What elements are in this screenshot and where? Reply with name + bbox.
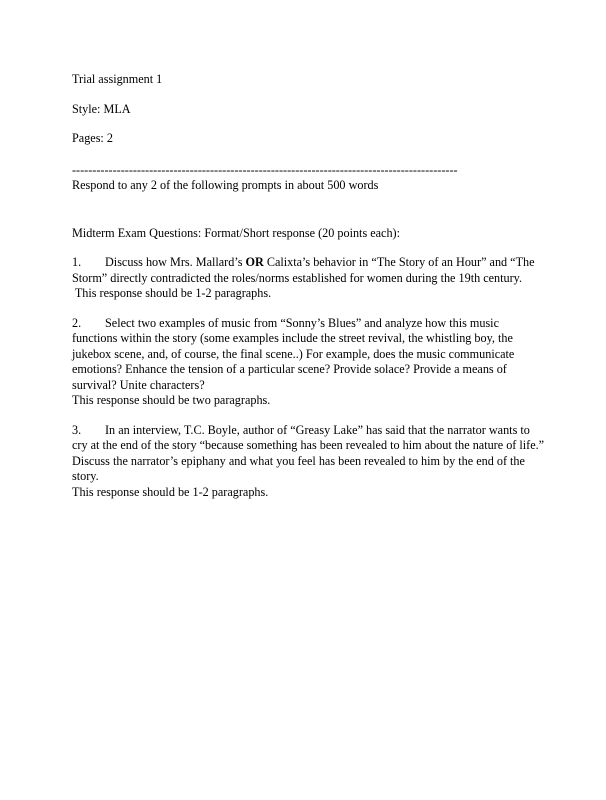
section-heading: Midterm Exam Questions: Format/Short response (20 points each): <box>72 225 400 240</box>
question-3-line-5: This response should be 1-2 paragraphs. <box>72 484 269 499</box>
question-2-line-5: survival? Unite characters? <box>72 377 205 392</box>
question-2-line-4: emotions? Enhance the tension of a particular scene? Provide solace? Provide a means of <box>72 362 507 376</box>
header-block <box>72 72 542 147</box>
question-3-line-3: Discuss the narrator’s epiphany and what you feel has been revealed to him by the end of the <box>72 453 525 468</box>
assignment-title: Trial assignment 1 <box>72 72 163 86</box>
question-2-line-3: jukebox scene, and, of course, the final scene..) For example, does the music communicate <box>72 346 515 361</box>
question-2-line-2: functions within the story (some examples include the street revival, the whistling boy, the <box>72 331 513 345</box>
question-1-bold-or: OR <box>245 255 264 269</box>
question-3-line-1 <box>72 423 542 439</box>
instructions-text: Respond to any 2 of the following prompts in about 500 words <box>72 178 379 192</box>
question-1-line-1 <box>72 255 542 271</box>
question-3-number: 3. <box>72 422 82 437</box>
pages-line: Pages: 2 <box>72 131 113 145</box>
question-3 <box>72 422 545 501</box>
question-2-line-6: This response should be two paragraphs. <box>72 393 271 407</box>
question-3-text-a: In an interview, T.C. Boyle, author of “Greasy Lake” has said that the narrator wants to <box>105 422 530 437</box>
question-1-line-2: Storm” directly contradicted the roles/norms established for women during the 19th century. <box>72 270 523 285</box>
question-2-text-a: Select two examples of music from “Sonny’s Blues” and analyze how this music <box>105 315 499 330</box>
question-3-line-4: story. <box>72 469 99 483</box>
question-3-line-2: cry at the end of the story “because something has been revealed to him about the nature of life.” <box>72 438 545 452</box>
question-1-line-3: This response should be 1-2 paragraphs. <box>72 286 272 300</box>
question-1-number: 1. <box>72 255 82 269</box>
question-2-number: 2. <box>72 315 82 330</box>
document-page <box>72 72 545 500</box>
question-1-text-b: Calixta’s behavior in “The Story of an Hour” and “The <box>263 255 535 269</box>
style-line: Style: MLA <box>72 101 131 116</box>
question-1-text-a: Discuss how Mrs. Mallard’s <box>105 255 246 269</box>
question-2-line-1 <box>72 316 542 332</box>
question-2 <box>72 316 542 409</box>
question-1 <box>72 255 542 302</box>
divider-line: ----------------------------------------------------------------------------------------------- <box>72 162 458 177</box>
